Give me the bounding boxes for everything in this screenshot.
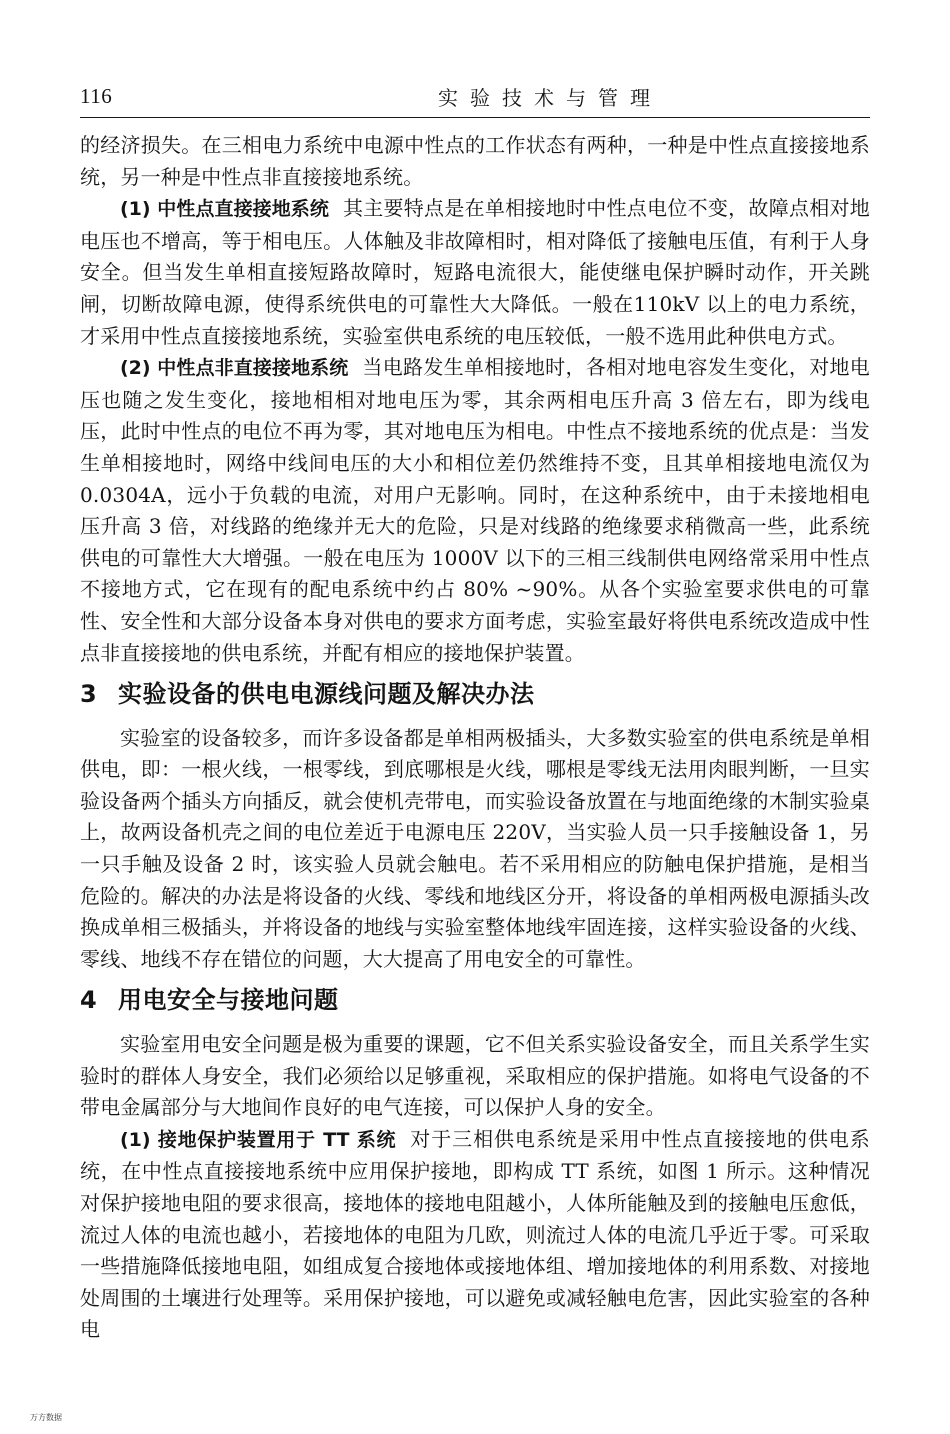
paragraph-neutral-grounded [80, 193, 870, 352]
header-rule [80, 117, 870, 118]
section-heading-3 [80, 669, 870, 723]
journal-title: 实验技术与管理 [438, 86, 662, 110]
section-title: 实验设备的供电电源线问题及解决办法 [118, 680, 535, 709]
paragraph-neutral-ungrounded [80, 352, 870, 669]
paragraph-text: 当电路发生单相接地时，各相对地电容发生变化，对地电压也随之发生变化，接地相相对地电压为零，其余两相电压升高 3 倍左右，即为线电压，此时中性点的电位不再为零，其对地电压为相电。中性点不接地系统的优点是：当发生单相接地时，网络中线间电压的大小和相位差仍然维持不变，且其单相接地电流仅为 0.0304A，远小于负载的电流，对用户无影响。同时，在这种系统中，由于未接地相电压升高 3 倍，对线路的绝缘并无大的危险，只是对线路的绝缘要求稍微高一些，此系统供电的可靠性大大增强。一般在电压为 1000V 以下的三相三线制供电网络常采用中性点不接地方式，它在现有的配电系统中约占 80% ~90%。从各个实验室要求供电的可靠性、安全性和大部分设备本身对供电的要求方面考虑，实验室最好将供电系统改造成中性点非直接接地的供电系统，并配有相应的接地保护装置。 [80, 355, 871, 665]
section-number: 4 [80, 986, 98, 1015]
section-title: 用电安全与接地问题 [118, 986, 339, 1015]
subheading-neutral-grounded: (1) 中性点直接接地系统 [120, 198, 329, 221]
paragraph-power-cord: 实验室的设备较多，而许多设备都是单相两极插头，大多数实验室的供电系统是单相供电，即：一根火线，一根零线，到底哪根是火线，哪根是零线无法用肉眼判断，一旦实验设备两个插头方向插反，就会使机壳带电，而实验设备放置在与地面绝缘的木制实验桌上，故两设备机壳之间的电位差近于电源电压 220V，当实验人员一只手接触设备 1，另一只手触及设备 2 时，该实验人员就会触电。若不采用相应的防触电保护措施，是相当危险的。解决的办法是将设备的火线、零线和地线区分开，将设备的单相两极电源插头改换成单相三极插头，并将设备的地线与实验室整体地线牢固连接，这样实验设备的火线、零线、地线不存在错位的问题，大大提高了用电安全的可靠性。 [80, 725, 870, 971]
source-watermark: 万方数据 [30, 1413, 62, 1422]
running-head [80, 80, 870, 114]
paragraph-tt-system [80, 1124, 870, 1346]
subheading-neutral-ungrounded: (2) 中性点非直接接地系统 [120, 357, 349, 380]
section-number: 3 [80, 680, 98, 709]
paragraph-safety-intro: 实验室用电安全问题是极为重要的课题，它不但关系实验设备安全，而且关系学生实验时的群体人身安全，我们必须给以足够重视，采取相应的保护措施。如将电气设备的不带电金属部分与大地间作良好的电气连接，可以保护人身的安全。 [80, 1032, 870, 1120]
paragraph-text: 对于三相供电系统是采用中性点直接接地的供电系统，在中性点直接接地系统中应用保护接地，即构成 TT 系统，如图 1 所示。这种情况对保护接地电阻的要求很高，接地体的接地电阻越小，人体所能触及到的接触电压愈低，流过人体的电流也越小，若接地体的电阻为几欧，则流过人体的电流几乎近于零。可采取一些措施降低接地电阻，如组成复合接地体或接地体组、增加接地体的利用系数、对接地处周围的土壤进行处理等。采用保护接地，可以避免或减轻触电危害，因此实验室的各种电 [80, 1126, 870, 1342]
paragraph-text: 其主要特点是在单相接地时中性点电位不变，故障点相对地电压也不增高，等于相电压。人体触及非故障相时，相对降低了接触电压值，有利于人身安全。但当发生单相直接短路故障时，短路电流很大，能使继电保护瞬时动作，开关跳闸，切断故障电源，使得系统供电的可靠性大大降低。一般在110kV 以上的电力系统，才采用中性点直接接地系统，实验室供电系统的电压较低，一般不选用此种供电方式。 [80, 196, 871, 348]
paragraph-continuation: 的经济损失。在三相电力系统中电源中性点的工作状态有两种，一种是中性点直接接地系统，另一种是中性点非直接接地系统。 [80, 133, 870, 189]
subheading-tt-system: (1) 接地保护装置用于 TT 系统 [120, 1128, 397, 1151]
section-heading-4 [80, 975, 870, 1029]
article-body [80, 130, 870, 1346]
page-number: 116 [80, 84, 113, 108]
